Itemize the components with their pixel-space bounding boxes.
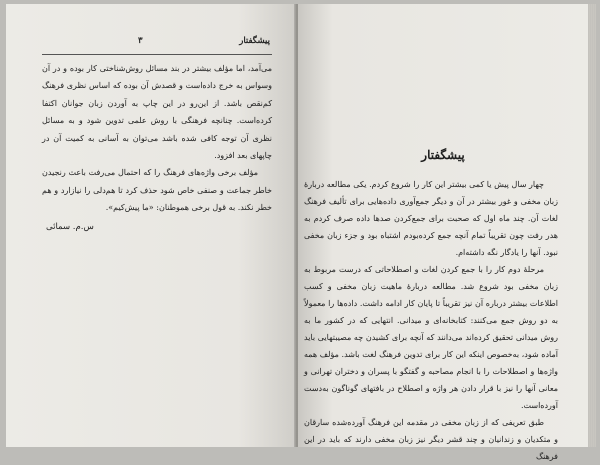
header-rule xyxy=(42,54,272,55)
right-page xyxy=(298,4,588,461)
left-page-body xyxy=(42,60,272,217)
left-paragraph-1: می‌آمد، اما مؤلف بیشتر در بند مسائل روش‌شناختی کار بوده و در آن وسواس به خرج داده‌است و قصدش آن بوده که اساس نظری فرهنگ کم‌نقص باشد. از این‌رو در این چاپ به آوردن زبان جوانان اکتفا کرده‌است. چنانچه فرهنگی با روش علمی تدوین شود و به مسائل نظری آن توجه کافی شده باشد می‌توان به آسانی به کمیت آن در چاپهای بعد افزود. xyxy=(42,64,272,161)
right-page-body xyxy=(304,176,558,465)
page-number: ۳ xyxy=(138,36,143,46)
author-signature: س.م. سمائی xyxy=(46,222,94,232)
book-spread xyxy=(6,4,596,461)
chapter-title: پیشگفتار xyxy=(421,148,465,162)
left-page xyxy=(6,4,296,447)
page-edges xyxy=(588,4,596,447)
left-page-header xyxy=(42,36,270,52)
running-head: پیشگفتار xyxy=(239,36,270,46)
right-paragraph-3: طبق تعریفی که از زبان مخفی در مقدمه این فرهنگ آورده‌شده سارقان و متکدیان و زندانیان و چند قشر دیگر نیز زبان مخفی دارند که باید در این فرهنگ xyxy=(304,418,558,461)
left-paragraph-2: مؤلف برخی واژه‌های فرهنگ را که احتمال می‌رفت باعث رنجیدن خاطر جماعت و صنفی خاص شود حذف کرد تا هم‌دلی را نیازارد و هم خطر نکند. به قول برخی هموطنان: «ما پیش‌کیم». xyxy=(42,168,272,213)
right-paragraph-2: مرحلهٔ دوم کار را با جمع کردن لغات و اصطلاحاتی که درست مربوط به زبان مخفی بود شروع شد. مطالعه دربارهٔ ماهیت زبان مخفی و کسب اطلاعات بیشتر درباره آن نیز تقریباً تا پایان کار ادامه داشت. داده‌ها را معمولاً به دو روش جمع می‌کنند: کتابخانه‌ای و میدانی. انتهایی که در کشور ما به روش میدانی تحقیق کرده‌اند می‌دانند که آنچه برای کشیدن چه مصیبتهایی باید آماده شود، به‌خصوص اینکه این کار برای تدوین فرهنگ لغت باشد. مؤلف همه واژه‌ها و اصطلاحات را با انجام مصاحبه و گفتگو با پسران و دختران تهرانی و معانی آنها را نیز با قرار دادن هر واژه و اصطلاح در بافتهای گوناگون به‌دست آورده‌است. xyxy=(304,265,558,410)
right-paragraph-1: چهار سال پیش یا کمی بیشتر این کار را شروع کردم. یکی مطالعه دربارهٔ زبان مخفی و غور بیشتر در آن و دیگر جمع‌آوری داده‌هایی برای تألیف فرهنگ لغات آن. چند ماه اول که صحبت برای جمع‌کردن صدها داده صرف کردم به هدر رفت چون تقریباً تمام آنچه جمع کرده‌بودم اشتباه بود و جزء زبان مخفی نبود. آنها را یادگار نگه داشته‌ام. xyxy=(304,180,558,257)
